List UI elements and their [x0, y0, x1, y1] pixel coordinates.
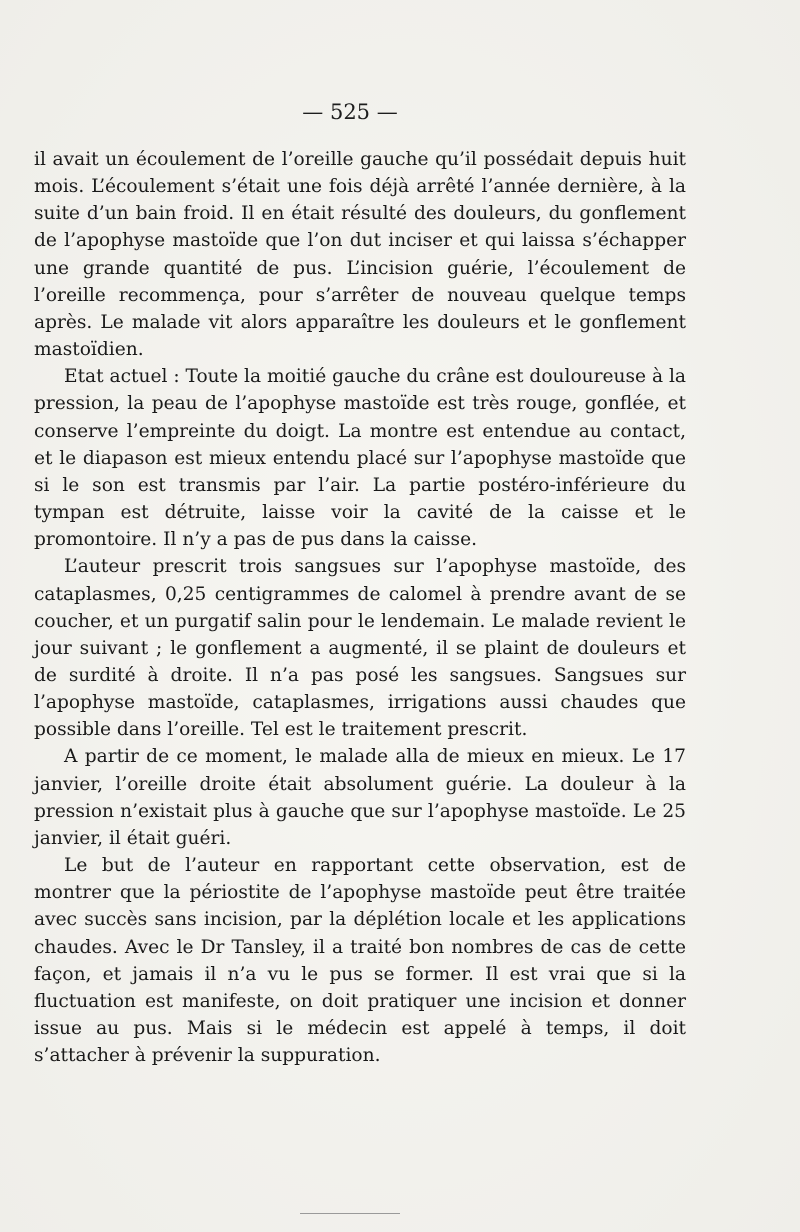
paragraph-1: il avait un écoulement de l’oreille gauche qu’il possédait depuis huit mois. L’écoulement s’était une fois déjà arrêté l’année dernière, à la suite d’un bain froid. Il en était résulté des douleurs, du gonflement de l’apophyse mastoïde que l’on dut inciser et qui laissa s’échapper une grande quantité de pus. L’incision guérie, l’écoulement de l’oreille recommença, pour s’arrêter de nouveau quelque temps après. Le malade vit alors apparaître les douleurs et le gonflement mastoïdien. — [34, 149, 686, 361]
paragraph-4: A partir de ce moment, le malade alla de mieux en mieux. Le 17 janvier, l’oreille droite était absolument guérie. La douleur à la pression n’existait plus à gauche que sur l’apophyse mastoïde. Le 25 janvier, il était guéri. — [34, 746, 686, 849]
body-text — [34, 146, 686, 1069]
footer-rule — [300, 1213, 400, 1214]
page-number: — 525 — — [302, 100, 398, 124]
paragraph-2: Etat actuel : Toute la moitié gauche du crâne est douloureuse à la pression, la peau de l’apophyse mastoïde est très rouge, gonflée, et conserve l’empreinte du doigt. La montre est entendue au contact, et le diapason est mieux entendu placé sur l’apophyse mastoïde que si le son est transmis par l’air. La partie postéro-inférieure du tympan est détruite, laisse voir la cavité de la caisse et le promontoire. Il n’y a pas de pus dans la caisse. — [34, 366, 686, 551]
paragraph-5: Le but de l’auteur en rapportant cette observation, est de montrer que la périostite de l’apophyse mastoïde peut être traitée avec succès sans incision, par la déplétion locale et les applications chaudes. Avec le Dr Tansley, il a traité bon nombres de cas de cette façon, et jamais il n’a vu le pus se former. Il est vrai que si la fluctuation est manifeste, on doit pratiquer une incision et donner issue au pus. Mais si le médecin est appelé à temps, il doit s’attacher à prévenir la suppuration. — [34, 855, 686, 1067]
paragraph-3: L’auteur prescrit trois sangsues sur l’apophyse mastoïde, des cataplasmes, 0,25 centigrammes de calomel à prendre avant de se coucher, et un purgatif salin pour le lendemain. Le malade revient le jour suivant ; le gonflement a augmenté, il se plaint de douleurs et de surdité à droite. Il n’a pas posé les sangsues. Sangsues sur l’apophyse mastoïde, cataplasmes, irrigations aussi chaudes que possible dans l’oreille. Tel est le traitement prescrit. — [34, 556, 686, 741]
